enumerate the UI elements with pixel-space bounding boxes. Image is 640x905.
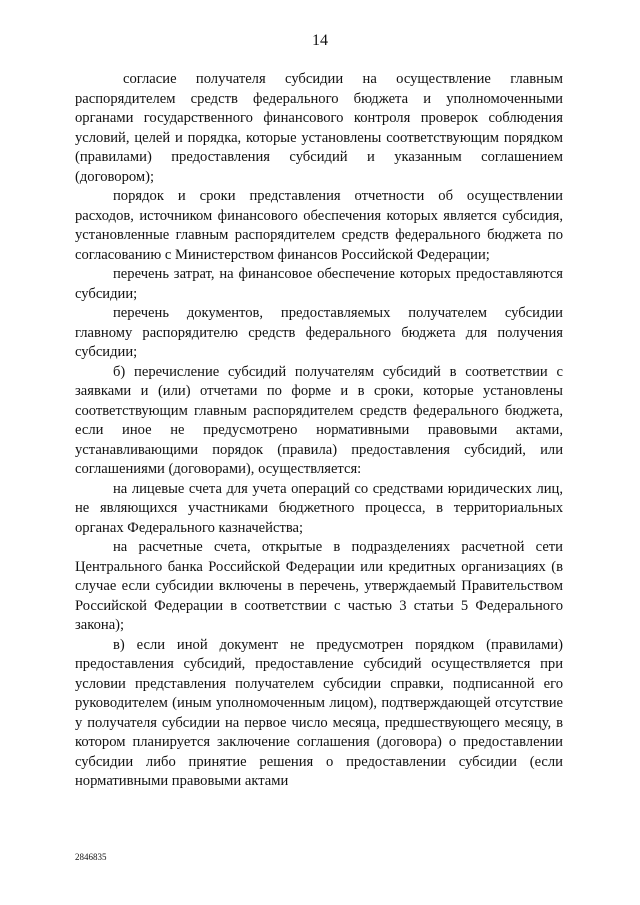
paragraph-consent: согласие получателя субсидии на осуществление главным распорядителем средств федерального бюджета и уполномоченными органами государственного финансового контроля проверок соблюдения условий, целей и порядка, которые установлены соответствующим порядком (правилами) предоставления субсидий и указанным соглашением (договором);	[75, 71, 563, 185]
paragraph-document-list: перечень документов, предоставляемых получателем субсидии главному распорядителю средств федерального бюджета для получения субсидии;	[75, 305, 563, 360]
paragraph-personal-accounts: на лицевые счета для учета операций со средствами юридических лиц, не являющихся участниками бюджетного процесса, в территориальных органах Федерального казначейства;	[75, 480, 563, 536]
paragraph-item-v: в) если иной документ не предусмотрен порядком (правилами) предоставления субсидий, предоставление субсидий осуществляется при условии представления получателем субсидии справки, подписанной его руководителем (иным уполномоченным лицом), подтверждающей отсутствие у получателя субсидии на первое число месяца, предшествующего месяцу, в котором планируется заключение соглашения (договора) о предоставлении субсидии либо принятие решения о предоставлении субсидии (если нормативными правовыми актами	[75, 636, 563, 789]
document-id: 2846835	[75, 852, 107, 862]
paragraph-item-b: б) перечисление субсидий получателям субсидий в соответствии с заявками и (или) отчетами по форме и в сроки, которые установлены соответствующим главным распорядителем средств федерального бюджета, если иное не предусмотрено нормативными правовыми актами, устанавливающими порядок (правила) предоставления субсидий, или соглашениями (договорами), осуществляется:	[75, 363, 563, 477]
document-body	[75, 70, 563, 792]
page-number: 14	[312, 32, 328, 49]
paragraph-reporting-procedure: порядок и сроки представления отчетности об осуществлении расходов, источником финансового обеспечения которых является субсидия, установленные главным распорядителем средств федерального бюджета по согласованию с Министерством финансов Российской Федерации;	[75, 188, 563, 263]
paragraph-cost-list: перечень затрат, на финансовое обеспечение которых предоставляются субсидии;	[75, 266, 563, 302]
paragraph-settlement-accounts: на расчетные счета, открытые в подразделениях расчетной сети Центрального банка Российской Федерации или кредитных организациях (в случае если субсидии включены в перечень, утверждаемый Правительством Российской Федерации в соответствии с частью 3 статьи 5 Федерального закона);	[75, 539, 563, 633]
